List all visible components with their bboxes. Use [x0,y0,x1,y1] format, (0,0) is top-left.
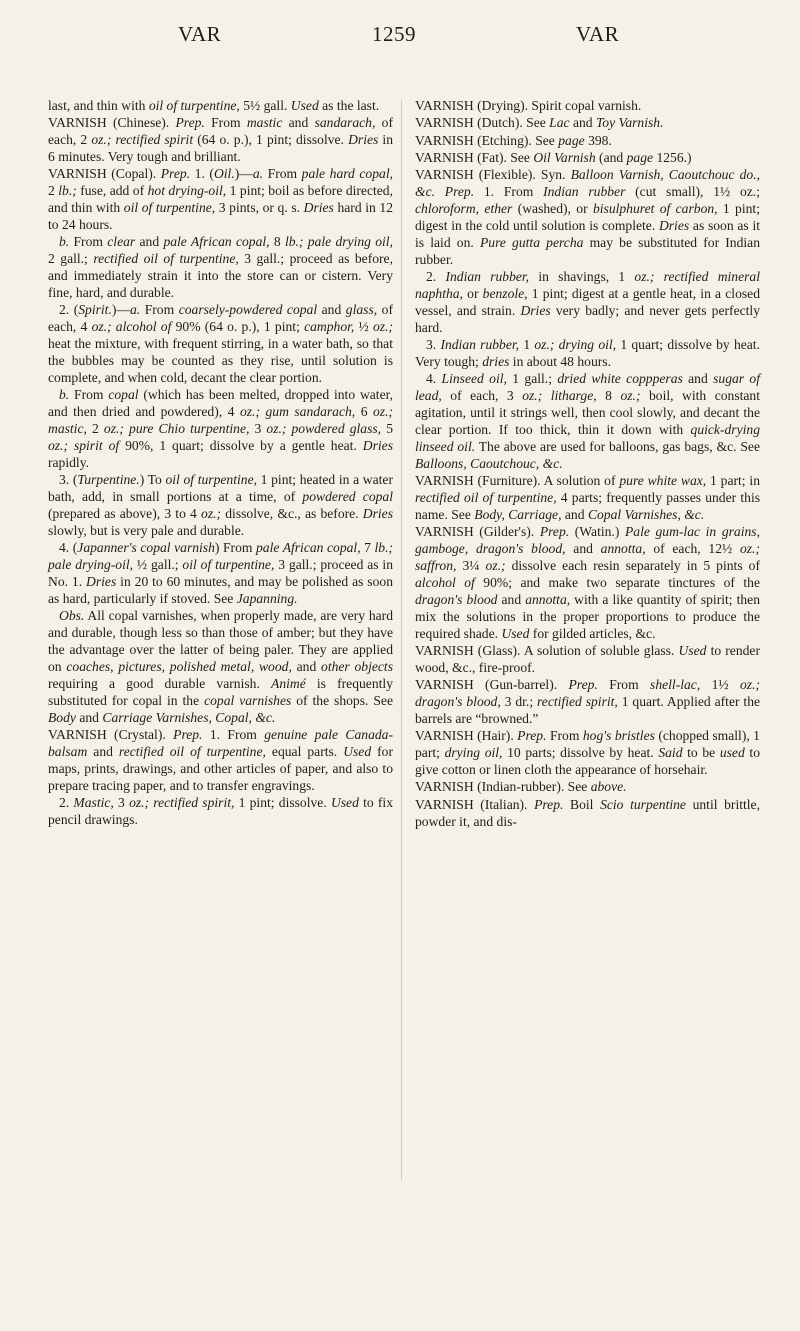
text-paragraph: 3. (Turpentine.) To oil of turpentine, 1 pint; heated in a water bath, add, in small portions at a time, of powdered copal (prepared as above), 3 to 4 oz.; dissolve, &c., as before. Dries slowly, but is very pale and durable. [48,472,393,538]
entry-paragraph: VARNISH (Crystal). Prep. 1. From genuine pale Canada-balsam and rectified oil of turpentine, equal parts. Used for maps, prints, drawings, and other articles of paper, and also to prepare tracing paper, and to transfer engravings. [48,727,394,793]
entry-paragraph: VARNISH (Chinese). Prep. From mastic and sandarach, of each, 2 oz.; rectified spirit (64 o. p.), 1 pint; dissolve. Dries in 6 minutes. Very tough and brilliant. [48,115,394,165]
header-guide-word-left: VAR [178,22,222,46]
entry-paragraph: VARNISH (Glass). A solution of soluble glass. Used to render wood, &c., fire-proof. [415,642,760,675]
left-column [48,98,393,829]
entry-paragraph: VARNISH (Furniture). A solution of pure white wax, 1 part; in rectified oil of turpentine, 4 parts; frequently passes under this name. See Body, Carriage, and Copal Varnishes, &c. [415,473,761,522]
text-paragraph: 2. Indian rubber, in shavings, 1 oz.; rectified mineral naphtha, or benzole, 1 pint; digest at a gentle heat, in a closed vessel, and strain. Dries very badly; and never gets perfectly hard. [415,269,761,335]
text-paragraph: 2. Mastic, 3 oz.; rectified spirit, 1 pint; dissolve. Used to fix pencil drawings. [48,795,394,827]
entry-paragraph: VARNISH (Hair). Prep. From hog's bristles (chopped small), 1 part; drying oil, 10 parts; dissolve by heat. Said to be used to give cotton or linen cloth the appearance of horsehair. [415,728,760,778]
header-guide-word-right: VAR [576,22,620,46]
text-paragraph: 3. Indian rubber, 1 oz.; drying oil, 1 quart; dissolve by heat. Very tough; dries in about 48 hours. [415,337,760,369]
entry-paragraph: VARNISH (Gun-barrel). Prep. From shell-lac, 1½ oz.; dragon's blood, 3 dr.; rectified spirit, 1 quart. Applied after the barrels are “browned.” [415,677,761,726]
page-number: 1259 [372,22,416,46]
text-paragraph: b. From clear and pale African copal, 8 lb.; pale drying oil, 2 gall.; rectified oil of turpentine, 3 gall.; proceed as before, and immediately strain it into the store can or cistern. Very fine, hard, and durable. [48,234,393,301]
right-column [415,98,760,831]
entry-paragraph: VARNISH (Indian-rubber). See above. [415,779,627,795]
entry-paragraph: VARNISH (Flexible). Syn. Balloon Varnish, Caoutchouc do., &c. Prep. 1. From Indian rubber (cut small), 1½ oz.; chloroform, ether (washed), or bisulphuret of carbon, 1 pint; digest in the cold until solution is complete. Dries as soon as it is laid on. Pure gutta percha may be substituted for Indian rubber. [415,167,761,267]
text-paragraph: Obs. All copal varnishes, when properly made, are very hard and durable, though less so than those of amber; but they have the advantage over the latter of being paler. They are applied on coaches, pictures, polished metal, wood, and other objects requiring a good durable varnish. Animé is frequently substituted for copal in the copal varnishes of the shops. See Body and Carriage Varnishes, Copal, &c. [48,608,393,725]
text-paragraph: 2. (Spirit.)—a. From coarsely-powdered copal and glass, of each, 4 oz.; alcohol of 90% (64 o. p.), 1 pint; camphor, ½ oz.; heat the mixture, with frequent stirring, in a water bath, so that the bubbles may be counted as they rise, until solution is complete, and when cold, decant the clear portion. [48,302,393,386]
text-paragraph: b. From copal (which has been melted, dropped into water, and then dried and powdered), 4 oz.; gum sandarach, 6 oz.; mastic, 2 oz.; pure Chio turpentine, 3 oz.; powdered glass, 5 oz.; spirit of 90%, 1 quart; dissolve by a gentle heat. Dries rapidly. [48,387,394,470]
column-divider [401,100,402,1180]
text-paragraph: 4. (Japanner's copal varnish) From pale African copal, 7 lb.; pale drying-oil, ½ gall.; oil of turpentine, 3 gall.; proceed as in No. 1. Dries in 20 to 60 minutes, and may be polished as soon as hard, particularly if stoved. See Japanning. [48,540,394,607]
entry-paragraph: VARNISH (Fat). See Oil Varnish (and page 1256.) [415,149,692,165]
entry-paragraph: VARNISH (Drying). Spirit copal varnish. [415,98,642,113]
entry-paragraph: VARNISH (Copal). Prep. 1. (Oil.)—a. From pale hard copal, 2 lb.; fuse, add of hot drying-oil, 1 pint; boil as before directed, and thin with oil of turpentine, 3 pints, or q. s. Dries hard in 12 to 24 hours. [48,166,393,233]
text-paragraph: 4. Linseed oil, 1 gall.; dried white coppperas and sugar of lead, of each, 3 oz.; litharge, 8 oz.; boil, with constant agitation, until it strings well, then cool slowly, and decant the clear portion. If too thick, thin it down with quick-drying linseed oil. The above are used for balloons, gas bags, &c. See Balloons, Caoutchouc, &c. [415,371,760,471]
entry-paragraph: VARNISH (Dutch). See Lac and Toy Varnish. [415,115,664,131]
running-header [0,22,800,52]
entry-paragraph: VARNISH (Gilder's). Prep. (Watin.) Pale gum-lac in grains, gamboge, dragon's blood, and annotta, of each, 12½ oz.; saffron, 3¼ oz.; dissolve each resin separately in 5 pints of alcohol of 90%; and make two separate tinctures of the dragon's blood and annotta, with a like quantity of spirit; then mix the solutions in the proper proportions to produce the required shade. Used for gilded articles, &c. [415,524,760,641]
entry-paragraph: VARNISH (Italian). Prep. Boil Scio turpentine until brittle, powder it, and dis- [415,796,760,829]
entry-paragraph: VARNISH (Etching). See page 398. [415,132,612,148]
text-paragraph: last, and thin with oil of turpentine, 5½ gall. Used as the last. [48,98,380,113]
